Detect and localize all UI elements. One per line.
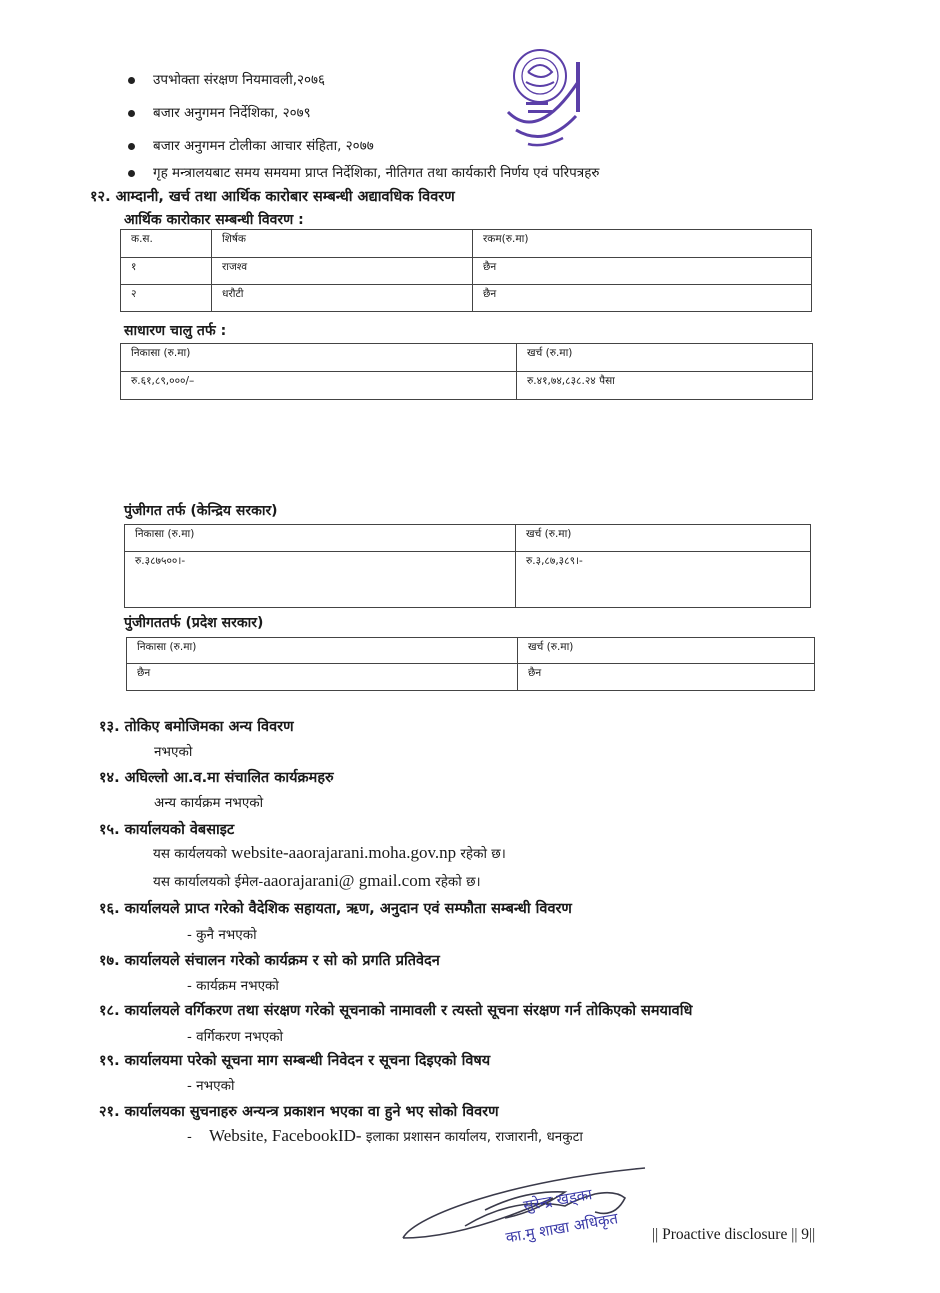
capital-province-heading: पुंजीगततर्फ (प्रदेश सरकार) [124, 615, 264, 631]
table-cell: रु.३८७५००।- [125, 552, 516, 608]
table-cell: छैन [473, 258, 812, 285]
office-stamp [498, 42, 598, 152]
table-header-row [125, 525, 811, 552]
header-cell: निकासा (रु.मा) [121, 344, 517, 372]
section-21-heading: २१. कार्यालयका सुचनाहरु अन्यन्त्र प्रकाशन भएका वा हुने भए सोको विवरण [99, 1104, 499, 1120]
bullet-dot-icon [128, 110, 135, 117]
table-cell: छैन [127, 664, 518, 691]
general-current-heading: साधारण चालु तर्फ : [124, 323, 227, 339]
signatory-title: का.मु शाखा अधिकृत [504, 1209, 620, 1247]
header-cell: खर्च (रु.मा) [517, 344, 813, 372]
header-cell: रकम(रु.मा) [473, 230, 812, 258]
header-cell: खर्च (रु.मा) [518, 638, 815, 664]
table-cell: रु.३,८७,३८९।- [516, 552, 811, 608]
email-line [153, 871, 481, 891]
table-cell: रु.६१,८९,०००/– [121, 372, 517, 400]
table-row [121, 285, 812, 312]
bullet-text: गृह मन्त्रालयबाट समय समयमा प्राप्त निर्देशिका, नीतिगत तथा कार्यकारी निर्णय एवं परिपत्रहरु [153, 165, 600, 181]
email-link[interactable]: aaorajarani@ gmail.com [263, 871, 431, 890]
section-12-sub1: आर्थिक कारोकार सम्बन्धी विवरण : [124, 212, 304, 228]
dash: - [187, 1129, 192, 1145]
table-row [127, 664, 815, 691]
bullet-text: बजार अनुगमन निर्देशिका, २०७९ [153, 105, 311, 121]
section-13-text: नभएको [154, 744, 193, 760]
website-line [153, 843, 506, 863]
bullet-dot-icon [128, 170, 135, 177]
capital-central-heading: पुंजीगत तर्फ (केन्द्रिय सरकार) [124, 503, 278, 519]
bullet-dot-icon [128, 77, 135, 84]
table-cell: छैन [518, 664, 815, 691]
section-19-heading: १९. कार्यालयमा परेको सूचना माग सम्बन्धी निवेदन र सूचना दिइएको विषय [99, 1053, 491, 1069]
section-14-text: अन्य कार्यक्रम नभएको [154, 795, 264, 811]
website-link[interactable]: website-aaorajarani.moha.gov.np [231, 843, 457, 862]
publication-channels: Website, FacebookID- [209, 1126, 362, 1145]
table-header-row [121, 230, 812, 258]
table-row [125, 552, 811, 608]
section-19-text: - नभएको [187, 1078, 235, 1094]
publication-office: इलाका प्रशासन कार्यालय, राजारानी, धनकुटा [361, 1129, 583, 1145]
website-prefix: यस कार्यलयको [153, 846, 232, 862]
bullet-item [128, 103, 311, 121]
table-cell: राजश्व [212, 258, 473, 285]
capital-province-table [126, 637, 815, 691]
capital-central-table [124, 524, 811, 608]
section-17-heading: १७. कार्यालयले संचालन गरेको कार्यक्रम र सो को प्रगति प्रतिवेदन [99, 953, 440, 969]
header-cell: शिर्षक [212, 230, 473, 258]
table-row [121, 372, 813, 400]
bullet-text: बजार अनुगमन टोलीका आचार संहिता, २०७७ [153, 138, 374, 154]
bullet-text: उपभोक्ता संरक्षण नियमावली,२०७६ [153, 72, 326, 88]
table-cell: छैन [473, 285, 812, 312]
section-18-text: - वर्गिकरण नभएको [187, 1029, 284, 1045]
section-18-heading: १८. कार्यालयले वर्गिकरण तथा संरक्षण गरेको सूचनाको नामावली र त्यस्तो सूचना संरक्षण गर्न तोकिएको समयावधि [99, 1003, 693, 1019]
transactions-table [120, 229, 812, 312]
header-cell: खर्च (रु.मा) [516, 525, 811, 552]
table-header-row [121, 344, 813, 372]
table-row [121, 258, 812, 285]
bullet-item [128, 70, 325, 88]
section-14-heading: १४. अघिल्लो आ.व.मा संचालित कार्यक्रमहरु [99, 770, 334, 786]
page-footer: || Proactive disclosure || 9|| [652, 1226, 816, 1243]
email-prefix: यस कार्यालयको ईमेल- [153, 874, 264, 890]
header-cell: क.स. [121, 230, 212, 258]
table-cell: १ [121, 258, 212, 285]
table-cell: रु.४१,७४,८३८.२४ पैसा [517, 372, 813, 400]
office-seal-icon [498, 42, 598, 152]
bullet-item [128, 163, 600, 181]
bullet-dot-icon [128, 143, 135, 150]
general-current-table [120, 343, 813, 400]
section-15-heading: १५. कार्यालयको वेबसाइट [99, 822, 235, 838]
signatory-name: सुरेन्द्र खड्का [521, 1185, 594, 1215]
section-16-heading: १६. कार्यालयले प्राप्त गरेको वैदेशिक सहायता, ऋण, अनुदान एवं सम्फौता सम्बन्धी विवरण [99, 901, 572, 917]
section-13-heading: १३. तोकिए बमोजिमका अन्य विवरण [99, 719, 294, 735]
section-16-text: - कुनै नभएको [187, 927, 257, 943]
section-17-text: - कार्यक्रम नभएको [187, 978, 279, 994]
table-header-row [127, 638, 815, 664]
header-cell: निकासा (रु.मा) [125, 525, 516, 552]
table-cell: धरौटी [212, 285, 473, 312]
bullet-item [128, 136, 374, 154]
signature-block [395, 1160, 685, 1260]
header-cell: निकासा (रु.मा) [127, 638, 518, 664]
website-suffix: रहेको छ। [456, 846, 506, 862]
email-suffix: रहेको छ। [430, 874, 481, 890]
publication-line [187, 1126, 583, 1146]
section-12-heading: १२. आम्दानी, खर्च तथा आर्थिक कारोबार सम्बन्धी अद्यावधिक विवरण [90, 189, 455, 205]
table-cell: २ [121, 285, 212, 312]
